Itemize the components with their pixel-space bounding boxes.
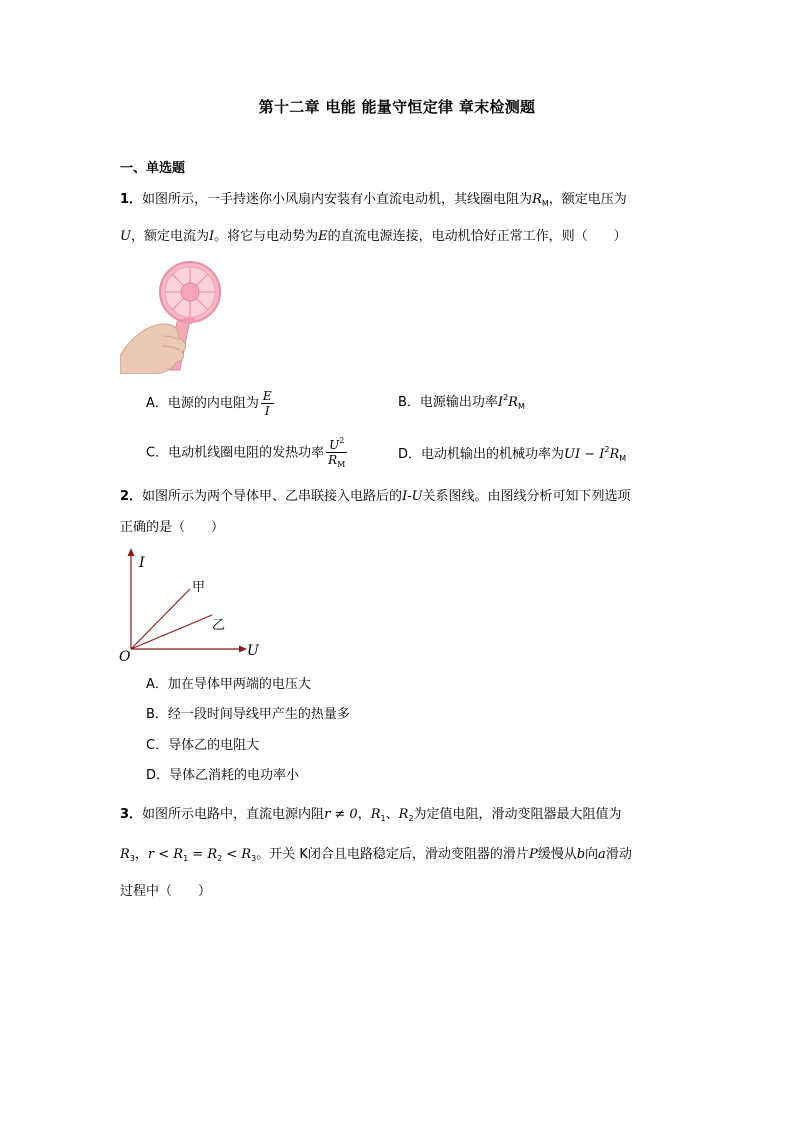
line-yi (131, 615, 212, 649)
y-axis-arrow (128, 548, 135, 556)
q1-line2: U，额定电流为I。将它与电动势为E的直流电源连接，电动机恰好正常工作，则（ ） (120, 229, 627, 244)
line-yi-label: 乙 (212, 618, 226, 633)
q1-option-a[interactable]: A．电源的内电阻为 $\frac{E}{I}$ (146, 389, 272, 418)
section-heading: 一、单选题 (120, 161, 186, 176)
q3-line1: 3．如图所示电路中，直流电源内阻r ≠ 0，$R_1$、$R_2$为定值电阻，滑动变阻器最大阻值为 (120, 807, 622, 823)
q3-line3: 过程中（ ） (120, 884, 212, 899)
q1-fraction-a: $\frac{E}{I}$ (262, 389, 272, 418)
line-jia (131, 589, 190, 649)
iu-graph (114, 545, 270, 667)
q2-option-a[interactable]: A．加在导体甲两端的电压大 (146, 677, 311, 692)
q1-option-d[interactable]: D．电动机输出的机械功率为UI − $I^2R_M$ (398, 445, 627, 463)
q1-option-b[interactable]: B．电源输出功率$I^2R_M$ (398, 393, 525, 411)
x-axis-arrow (239, 646, 247, 653)
handheld-fan-image (120, 258, 225, 374)
q1-number: 1． (120, 192, 143, 207)
q1-option-c[interactable]: C．电动机线圈电阻的发热功率 $\frac{U^2}{R_M}$ (146, 434, 349, 472)
line-jia-label: 甲 (192, 580, 206, 595)
q2-number: 2． (120, 489, 143, 504)
q2-option-c[interactable]: C．导体乙的电阻大 (146, 738, 260, 753)
y-axis-label: I (139, 555, 145, 571)
origin-label: O (119, 649, 131, 665)
q2-option-b[interactable]: B．经一段时间导线甲产生的热量多 (146, 707, 350, 722)
q3-number: 3． (120, 807, 143, 822)
q3-line2: $R_3$，$r < R_1 = R_2 < R_3$。开关 K闭合且电路稳定后，滑动变阻器的滑片P缓慢从b向a滑动 (120, 847, 632, 863)
q2-line1: 2．如图所示为两个导体甲、乙串联接入电路后的I-U关系图线。由图线分析可知下列选项 (120, 489, 631, 504)
q1-fraction-c: $\frac{U^2}{R_M}$ (328, 436, 346, 469)
q2-line2: 正确的是（ ） (120, 520, 225, 535)
page-title: 第十二章 电能 能量守恒定律 章末检测题 (258, 98, 536, 116)
q1-line1: 1．如图所示，一手持迷你小风扇内安装有小直流电动机，其线圈电阻为$R_M$，额定电压为 (120, 192, 627, 208)
q2-option-d[interactable]: D．导体乙消耗的电功率小 (146, 768, 300, 783)
x-axis-label: U (247, 643, 259, 659)
